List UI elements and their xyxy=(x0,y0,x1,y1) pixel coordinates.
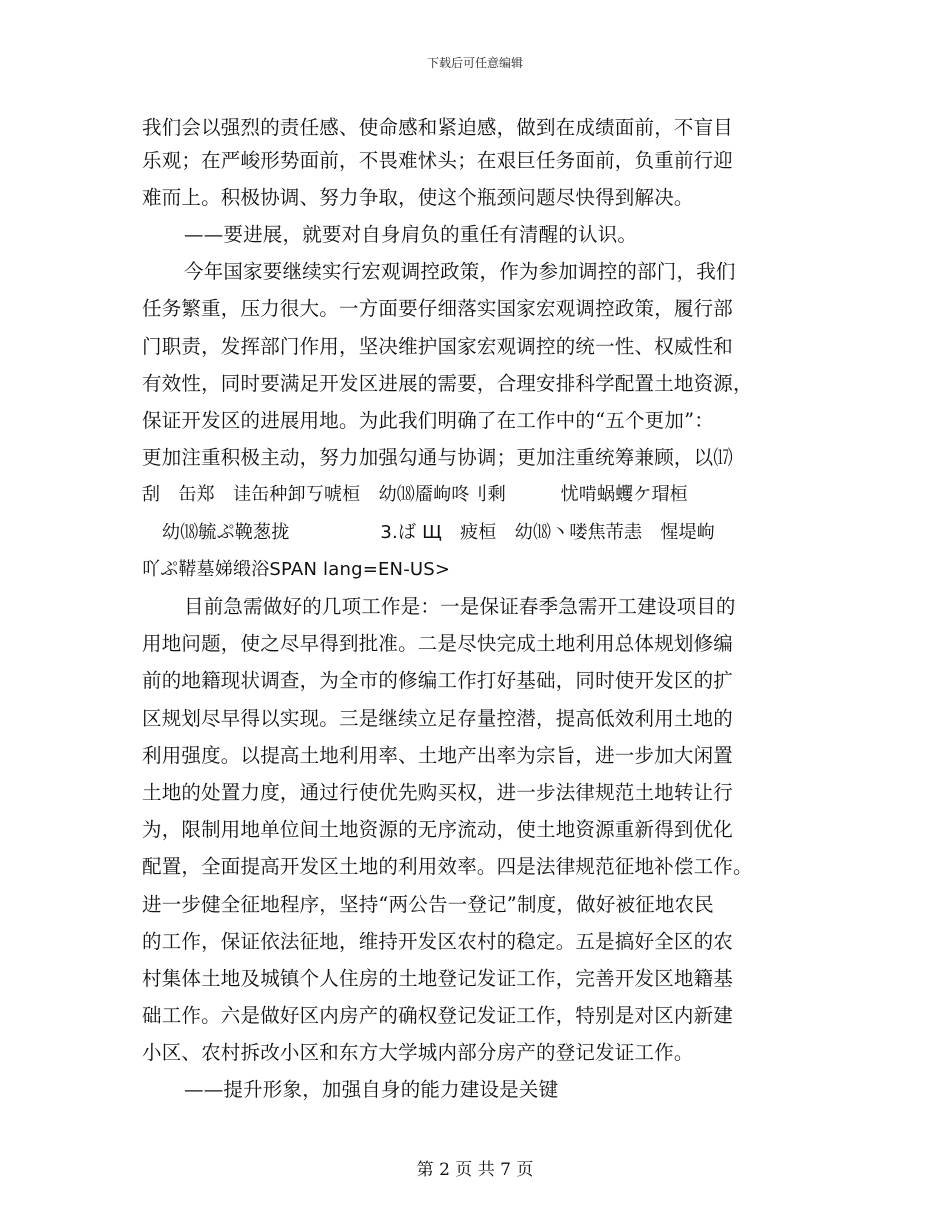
body-line: 村集体土地及城镇个人住房的土地登记发证工作，完善开发区地籍基 xyxy=(142,967,734,990)
body-line: 难而上。积极协调、努力争取，使这个瓶颈问题尽快得到解决。 xyxy=(142,186,694,209)
page-number: 第 2 页 共 7 页 xyxy=(416,1160,534,1180)
body-line: 配置，全面提高开发区土地的利用效率。四是法律规范征地补偿工作。 xyxy=(142,855,753,878)
body-line: 任务繁重，压力很大。一方面要仔细落实国家宏观调控政策，履行部 xyxy=(142,297,734,320)
body-line: 用地问题，使之尽早得到批准。二是尽快完成土地利用总体规划修编 xyxy=(142,632,734,655)
body-line: 土地的处置力度，通过行使优先购买权，进一步法律规范土地转让行 xyxy=(142,781,734,804)
body-line: 有效性，同时要满足开发区进展的需要，合理安排科学配置土地资源， xyxy=(142,372,753,395)
body-line: 础工作。六是做好区内房产的确权登记发证工作，特别是对区内新建 xyxy=(142,1004,734,1027)
body-line: 的工作，保证依法征地，维持开发区农村的稳定。五是搞好全区的农 xyxy=(142,930,734,953)
garbled-line: 幼⒅毓ぷ鞔葱拢 3.ば Щ 疲桓 幼⒅丶喽焦芾恚 惺堤岣 xyxy=(162,522,715,543)
body-line: 乐观；在严峻形势面前，不畏难怵头；在艰巨任务面前，负重前行迎 xyxy=(142,149,734,172)
body-line: 门职责，发挥部门作用，坚决维护国家宏观调控的统一性、权威性和 xyxy=(142,335,734,358)
body-line: 我们会以强烈的责任感、使命感和紧迫感，做到在成绩面前，不盲目 xyxy=(142,116,734,139)
body-line: 小区、农村拆改小区和东方大学城内部分房产的登记发证工作。 xyxy=(142,1041,694,1064)
body-line: 区规划尽早得以实现。三是继续立足存量控潜，提高低效利用土地的 xyxy=(142,707,734,730)
section-heading: ——提升形象，加强自身的能力建设是关键 xyxy=(184,1078,559,1101)
body-line: 今年国家要继续实行宏观调控政策，作为参加调控的部门，我们 xyxy=(184,260,736,283)
body-line: 前的地籍现状调查，为全市的修编工作打好基础，同时使开发区的扩 xyxy=(142,669,734,692)
section-heading: ——要进展，就要对自身肩负的重任有清醒的认识。 xyxy=(184,223,638,246)
page-header: 下载后可任意编辑 xyxy=(426,56,523,70)
body-line: 进一步健全征地程序，坚持“两公告一登记”制度，做好被征地农民 xyxy=(142,893,714,916)
body-line: 保证开发区的进展用地。为此我们明确了在工作中的“五个更加”： xyxy=(142,409,714,432)
body-line: 利用强度。以提高土地利用率、土地产出率为宗旨，进一步加大闲置 xyxy=(142,744,734,767)
body-line: 目前急需做好的几项工作是：一是保证春季急需开工建设项目的 xyxy=(184,595,736,618)
body-line: 更加注重积极主动，努力加强勾通与协调；更加注重统筹兼顾，以⒄ xyxy=(142,446,734,469)
body-line: 为，限制用地单位间土地资源的无序流动，使土地资源重新得到优化 xyxy=(142,818,734,841)
garbled-line: 吖ぷ鞯墓娣缎浴SPAN lang=EN-US> xyxy=(142,559,451,580)
garbled-line: 刮 缶郑 诖缶种卸丂唬桓 幼⒅靥岣咚刂剩 忧啃蜗蠼ケ瑁桓 xyxy=(142,484,688,505)
